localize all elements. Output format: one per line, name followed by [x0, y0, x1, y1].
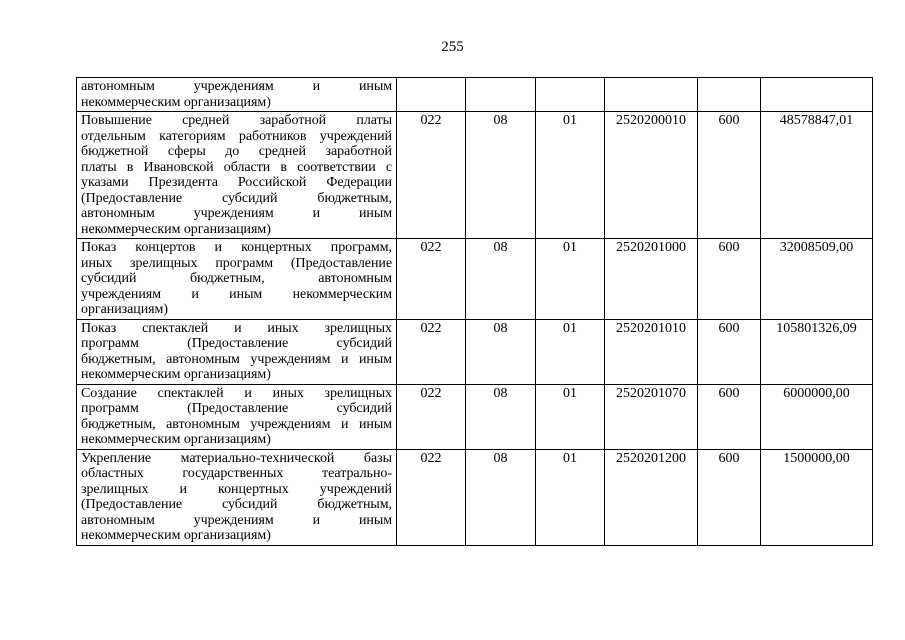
- item-name-line: Создание спектаклей и иных зрелищных: [81, 385, 392, 401]
- expense-type-cell: 600: [698, 449, 761, 545]
- item-name-line: (Предоставление субсидий бюджетным,: [81, 497, 392, 512]
- item-name-cell: [77, 319, 397, 384]
- item-name-line: указами Президента Российской Федерации: [81, 175, 392, 190]
- section-code-cell: 08: [466, 112, 536, 239]
- expense-type-cell: 600: [698, 319, 761, 384]
- table-body: [77, 78, 873, 546]
- item-name-line: некоммерческим организациям): [81, 367, 271, 382]
- item-name-line: автономным учреждениям и иным: [81, 206, 392, 221]
- amount-cell: 105801326,09: [761, 319, 873, 384]
- subsection-code-cell: 01: [536, 112, 605, 239]
- subsection-code-cell: 01: [536, 239, 605, 320]
- item-name-line: программ (Предоставление субсидий: [81, 401, 392, 416]
- table-row: [77, 78, 873, 112]
- subsection-code-cell: 01: [536, 319, 605, 384]
- section-code-cell: 08: [466, 319, 536, 384]
- amount-cell: 6000000,00: [761, 384, 873, 449]
- target-article-cell: 2520201010: [605, 319, 698, 384]
- section-code-cell: 08: [466, 239, 536, 320]
- item-name-line: некоммерческим организациям): [81, 432, 271, 447]
- item-name-line: бюджетной сферы до средней заработной: [81, 144, 392, 159]
- item-name-line: областных государственных театрально-: [81, 466, 392, 481]
- section-code-cell: [466, 78, 536, 112]
- page-number: 255: [441, 39, 464, 55]
- amount-cell: 32008509,00: [761, 239, 873, 320]
- item-name-line: учреждениям и иным некоммерческим: [81, 286, 392, 302]
- item-name-line: бюджетным, автономным учреждениям и иным: [81, 351, 392, 367]
- expense-type-cell: 600: [698, 112, 761, 239]
- item-name-line: некоммерческим организациям): [81, 221, 271, 237]
- budget-table: [76, 77, 873, 546]
- expense-type-cell: [698, 78, 761, 112]
- ministry-code-cell: [397, 78, 466, 112]
- amount-cell: [761, 78, 873, 112]
- item-name-line: Повышение средней заработной платы: [81, 113, 392, 128]
- item-name-line: бюджетным, автономным учреждениям и иным: [81, 416, 392, 432]
- ministry-code-cell: 022: [397, 449, 466, 545]
- ministry-code-cell: 022: [397, 112, 466, 239]
- section-code-cell: 08: [466, 384, 536, 449]
- target-article-cell: 2520201000: [605, 239, 698, 320]
- item-name-line: организациям): [81, 302, 168, 317]
- ministry-code-cell: 022: [397, 239, 466, 320]
- item-name-line: автономным учреждениям и иным: [81, 79, 392, 94]
- item-name-line: некоммерческим организациям): [81, 94, 271, 110]
- subsection-code-cell: 01: [536, 384, 605, 449]
- item-name-line: иных зрелищных программ (Предоставление: [81, 255, 392, 271]
- item-name-line: программ (Предоставление субсидий: [81, 336, 392, 351]
- item-name-cell: [77, 239, 397, 320]
- item-name-line: автономным учреждениям и иным: [81, 512, 392, 528]
- target-article-cell: 2520201200: [605, 449, 698, 545]
- item-name-line: субсидий бюджетным, автономным: [81, 271, 392, 286]
- table-row: [77, 112, 873, 239]
- target-article-cell: [605, 78, 698, 112]
- table-row: [77, 384, 873, 449]
- expense-type-cell: 600: [698, 384, 761, 449]
- amount-cell: 48578847,01: [761, 112, 873, 239]
- table-row: [77, 449, 873, 545]
- item-name-line: Показ концертов и концертных программ,: [81, 240, 392, 255]
- table-row: [77, 319, 873, 384]
- amount-cell: 1500000,00: [761, 449, 873, 545]
- target-article-cell: 2520200010: [605, 112, 698, 239]
- item-name-line: некоммерческим организациям): [81, 528, 271, 543]
- item-name-cell: [77, 449, 397, 545]
- subsection-code-cell: 01: [536, 449, 605, 545]
- table-row: [77, 239, 873, 320]
- item-name-line: Показ спектаклей и иных зрелищных: [81, 320, 392, 336]
- item-name-cell: [77, 78, 397, 112]
- expense-type-cell: 600: [698, 239, 761, 320]
- target-article-cell: 2520201070: [605, 384, 698, 449]
- ministry-code-cell: 022: [397, 319, 466, 384]
- section-code-cell: 08: [466, 449, 536, 545]
- item-name-line: платы в Ивановской области в соответствии с: [81, 159, 392, 175]
- item-name-cell: [77, 384, 397, 449]
- item-name-line: зрелищных и концертных учреждений: [81, 481, 392, 497]
- item-name-line: (Предоставление субсидий бюджетным,: [81, 190, 392, 206]
- subsection-code-cell: [536, 78, 605, 112]
- item-name-line: Укрепление материально-технической базы: [81, 450, 392, 466]
- item-name-cell: [77, 112, 397, 239]
- item-name-line: отдельным категориям работников учреждений: [81, 128, 392, 144]
- ministry-code-cell: 022: [397, 384, 466, 449]
